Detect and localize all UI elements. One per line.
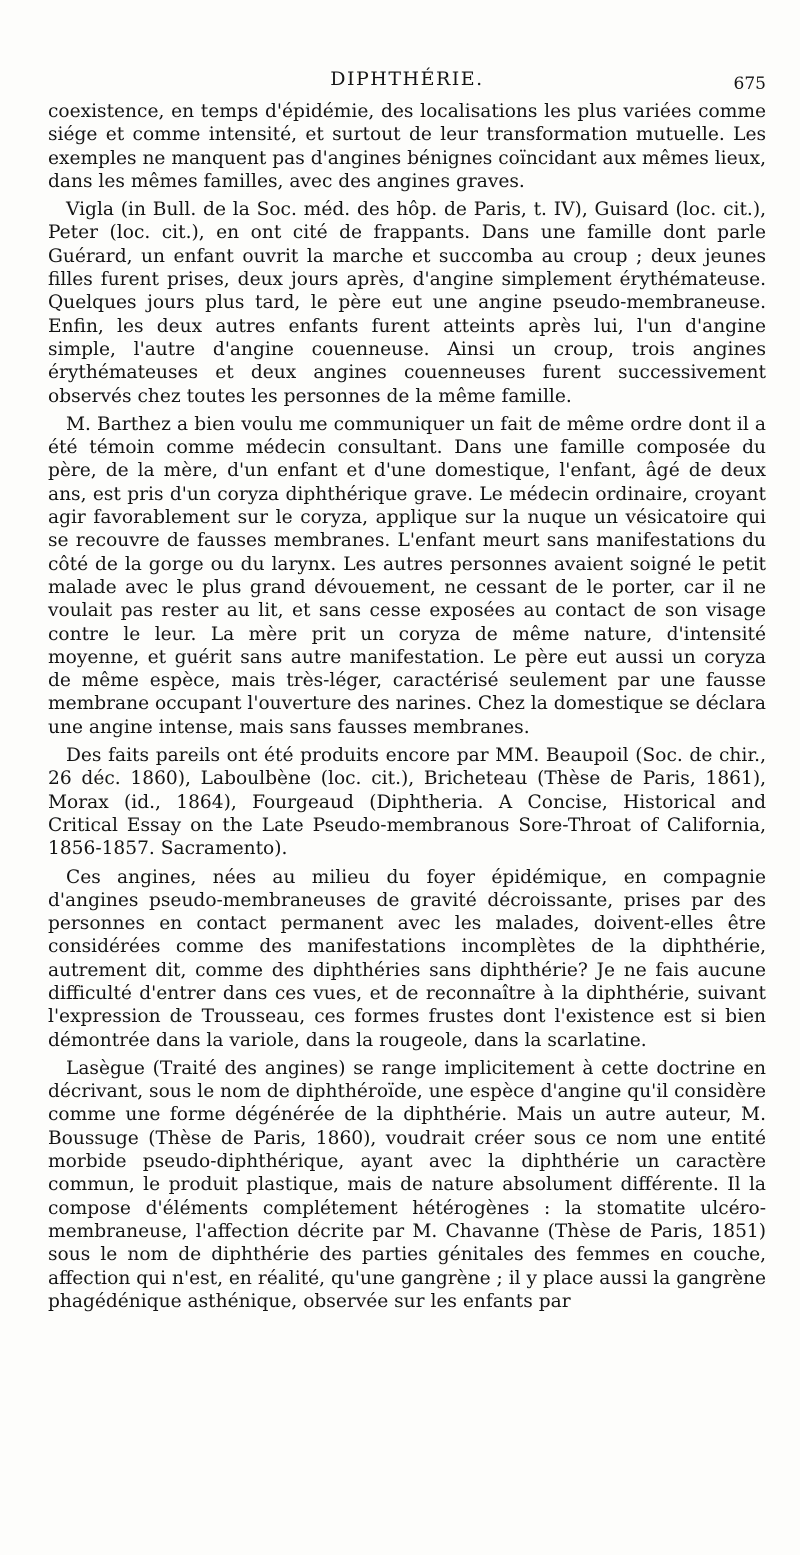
- page-header: [48, 64, 766, 98]
- body-text: [48, 100, 766, 1318]
- paragraph-4: Des faits pareils ont été produits encore par MM. Beaupoil (Soc. de chir., 26 déc. 1860), Laboulbène (loc. cit.), Bricheteau (Thèse de Paris, 1861), Morax (id., 1864), Fourgeaud (Diphtheria. A Concise, Historical and Critical Essay on the Late Pseudo-membranous Sore-Throat of California, 1856-1857. Sacramento).: [48, 745, 766, 860]
- paragraph-2: Vigla (in Bull. de la Soc. méd. des hôp. de Paris, t. IV), Guisard (loc. cit.), Peter (loc. cit.), en ont cité de frappants. Dans une famille dont parle Guérard, un enfant ouvrit la marche et succomba au croup ; deux jeunes filles furent prises, deux jours après, d'angine simplement érythémateuse. Quelques jours plus tard, le père eut une angine pseudo-membraneuse. Enfin, les deux autres enfants furent atteints après lui, l'un d'angine simple, l'autre d'angine couenneuse. Ainsi un croup, trois angines érythémateuses et deux angines couenneuses furent successivement observés chez toutes les personnes de la même famille.: [48, 199, 766, 407]
- page-number: 675: [733, 74, 766, 94]
- running-title: DIPHTHÉRIE.: [330, 68, 484, 90]
- paragraph-5: Ces angines, nées au milieu du foyer épidémique, en compagnie d'angines pseudo-membraneuses de gravité décroissante, prises par des personnes en contact permanent avec les malades, doivent-elles être considérées comme des manifestations incomplètes de la diphthérie, autrement dit, comme des diphthéries sans diphthérie? Je ne fais aucune difficulté d'entrer dans ces vues, et de reconnaître à la diphthérie, suivant l'expression de Trousseau, ces formes frustes dont l'existence est si bien démontrée dans la variole, dans la rougeole, dans la scarlatine.: [48, 866, 766, 1051]
- paragraph-6: Lasègue (Traité des angines) se range implicitement à cette doctrine en décrivant, sous le nom de diphthéroïde, une espèce d'angine qu'il considère comme une forme dégénérée de la diphthérie. Mais un autre auteur, M. Boussuge (Thèse de Paris, 1860), voudrait créer sous ce nom une entité morbide pseudo-diphthérique, ayant avec la diphthérie un caractère commun, le produit plastique, mais de nature absolument différente. Il la compose d'éléments complétement hétérogènes : la stomatite ulcéro-membraneuse, l'affection décrite par M. Chavanne (Thèse de Paris, 1851) sous le nom de diphthérie des parties génitales des femmes en couche, affection qui n'est, en réalité, qu'une gangrène ; il y place aussi la gangrène phagédénique asthénique, observée sur les enfants par: [48, 1057, 766, 1312]
- paragraph-3: M. Barthez a bien voulu me communiquer un fait de même ordre dont il a été témoin comme médecin consultant. Dans une famille composée du père, de la mère, d'un enfant et d'une domestique, l'enfant, âgé de deux ans, est pris d'un coryza diphthérique grave. Le médecin ordinaire, croyant agir favorablement sur le coryza, applique sur la nuque un vésicatoire qui se recouvre de fausses membranes. L'enfant meurt sans manifestations du côté de la gorge ou du larynx. Les autres personnes avaient soigné le petit malade avec le plus grand dévouement, ne cessant de le porter, car il ne voulait pas rester au lit, et sans cesse exposées au contact de son visage contre le leur. La mère prit un coryza de même nature, d'intensité moyenne, et guérit sans autre manifestation. Le père eut aussi un coryza de même espèce, mais très-léger, caractérisé seulement par une fausse membrane occupant l'ouverture des narines. Chez la domestique se déclara une angine intense, mais sans fausses membranes.: [48, 413, 766, 738]
- paragraph-1: coexistence, en temps d'épidémie, des localisations les plus variées comme siége et comme intensité, et surtout de leur transformation mutuelle. Les exemples ne manquent pas d'angines bénignes coïncidant aux mêmes lieux, dans les mêmes familles, avec des angines graves.: [48, 101, 766, 192]
